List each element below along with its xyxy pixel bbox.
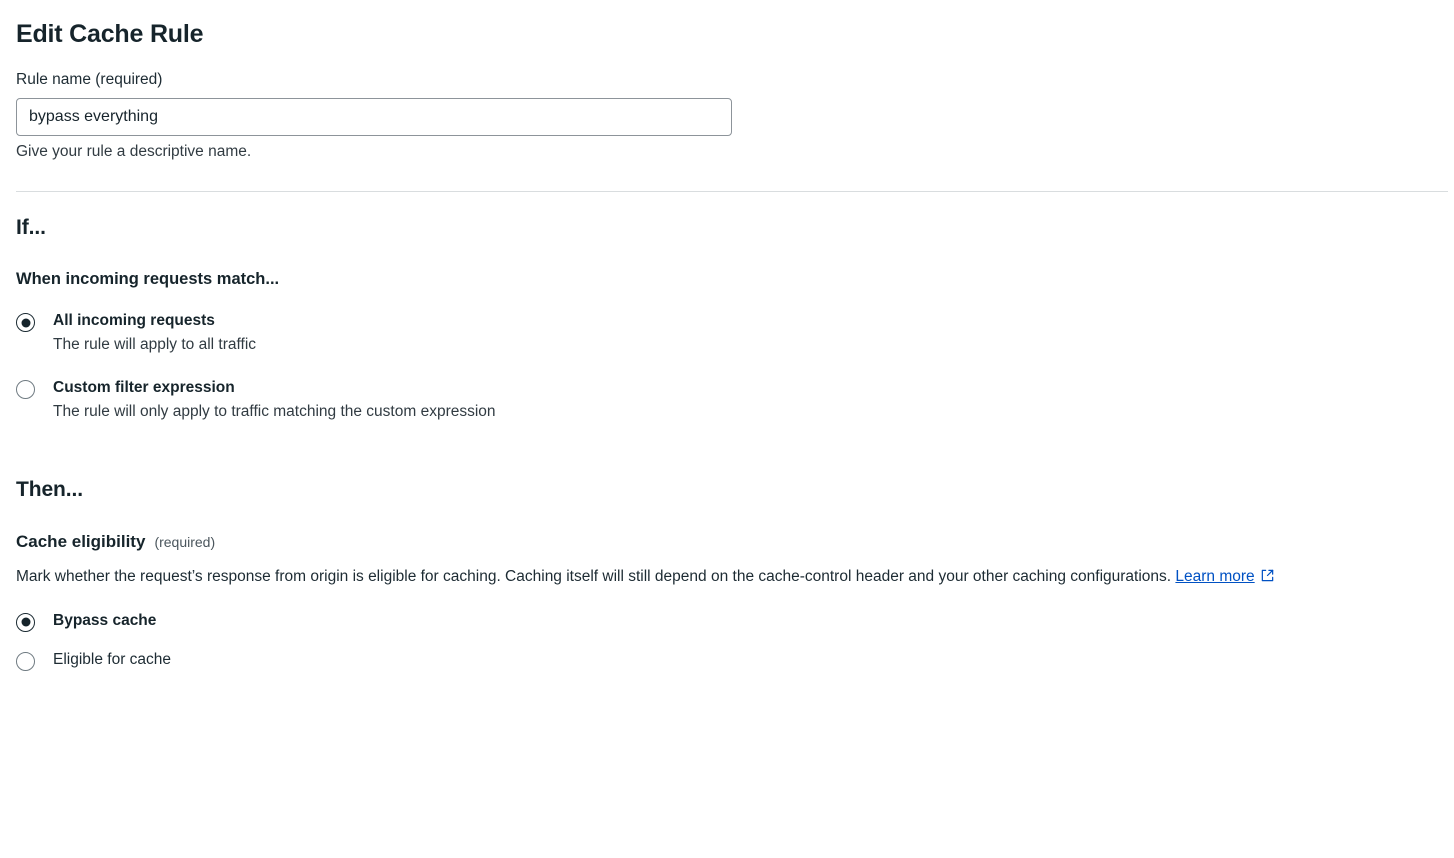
rule-name-label: Rule name (required) [16, 71, 163, 88]
section-divider [16, 191, 1448, 192]
radio-option-eligible-for-cache[interactable] [16, 650, 1438, 671]
radio-icon-selected[interactable] [16, 613, 35, 632]
incoming-requests-radio-group [16, 311, 1438, 422]
radio-icon-selected[interactable] [16, 313, 35, 332]
cache-eligibility-title: Cache eligibility [16, 532, 146, 552]
radio-label-eligible-for-cache: Eligible for cache [53, 650, 172, 668]
then-section [16, 478, 1438, 670]
rule-name-field-group [16, 71, 1438, 161]
radio-label-bypass-cache: Bypass cache [53, 611, 157, 629]
cache-eligibility-label [16, 532, 1438, 552]
then-section-heading: Then... [16, 478, 83, 502]
radio-icon-unselected[interactable] [16, 380, 35, 399]
radio-desc-all-incoming-requests: The rule will apply to all traffic [53, 336, 257, 354]
incoming-requests-subheading: When incoming requests match... [16, 270, 280, 288]
radio-label-custom-filter-expression: Custom filter expression [53, 378, 235, 396]
radio-icon-unselected[interactable] [16, 652, 35, 671]
cache-eligibility-description [16, 566, 1436, 590]
cache-eligibility-description-text: Mark whether the request’s response from origin is eligible for caching. Caching itself will still depend on the cache-control header and your other caching configurations. [16, 568, 1176, 586]
cache-eligibility-required-tag: (required) [154, 534, 216, 551]
radio-option-all-incoming-requests[interactable] [16, 311, 1438, 356]
if-section-heading: If... [16, 216, 46, 239]
rule-name-help-text: Give your rule a descriptive name. [16, 143, 252, 160]
radio-label-all-incoming-requests: All incoming requests [53, 312, 215, 329]
radio-desc-custom-filter-expression: The rule will only apply to traffic matching the custom expression [53, 402, 496, 420]
page-title: Edit Cache Rule [16, 20, 204, 48]
radio-option-custom-filter-expression[interactable] [16, 378, 1438, 423]
learn-more-link[interactable]: Learn more [1175, 568, 1255, 586]
rule-name-input[interactable] [16, 98, 732, 136]
radio-option-bypass-cache[interactable] [16, 611, 1438, 632]
external-link-icon[interactable] [1260, 568, 1275, 590]
cache-eligibility-radio-group [16, 611, 1438, 671]
